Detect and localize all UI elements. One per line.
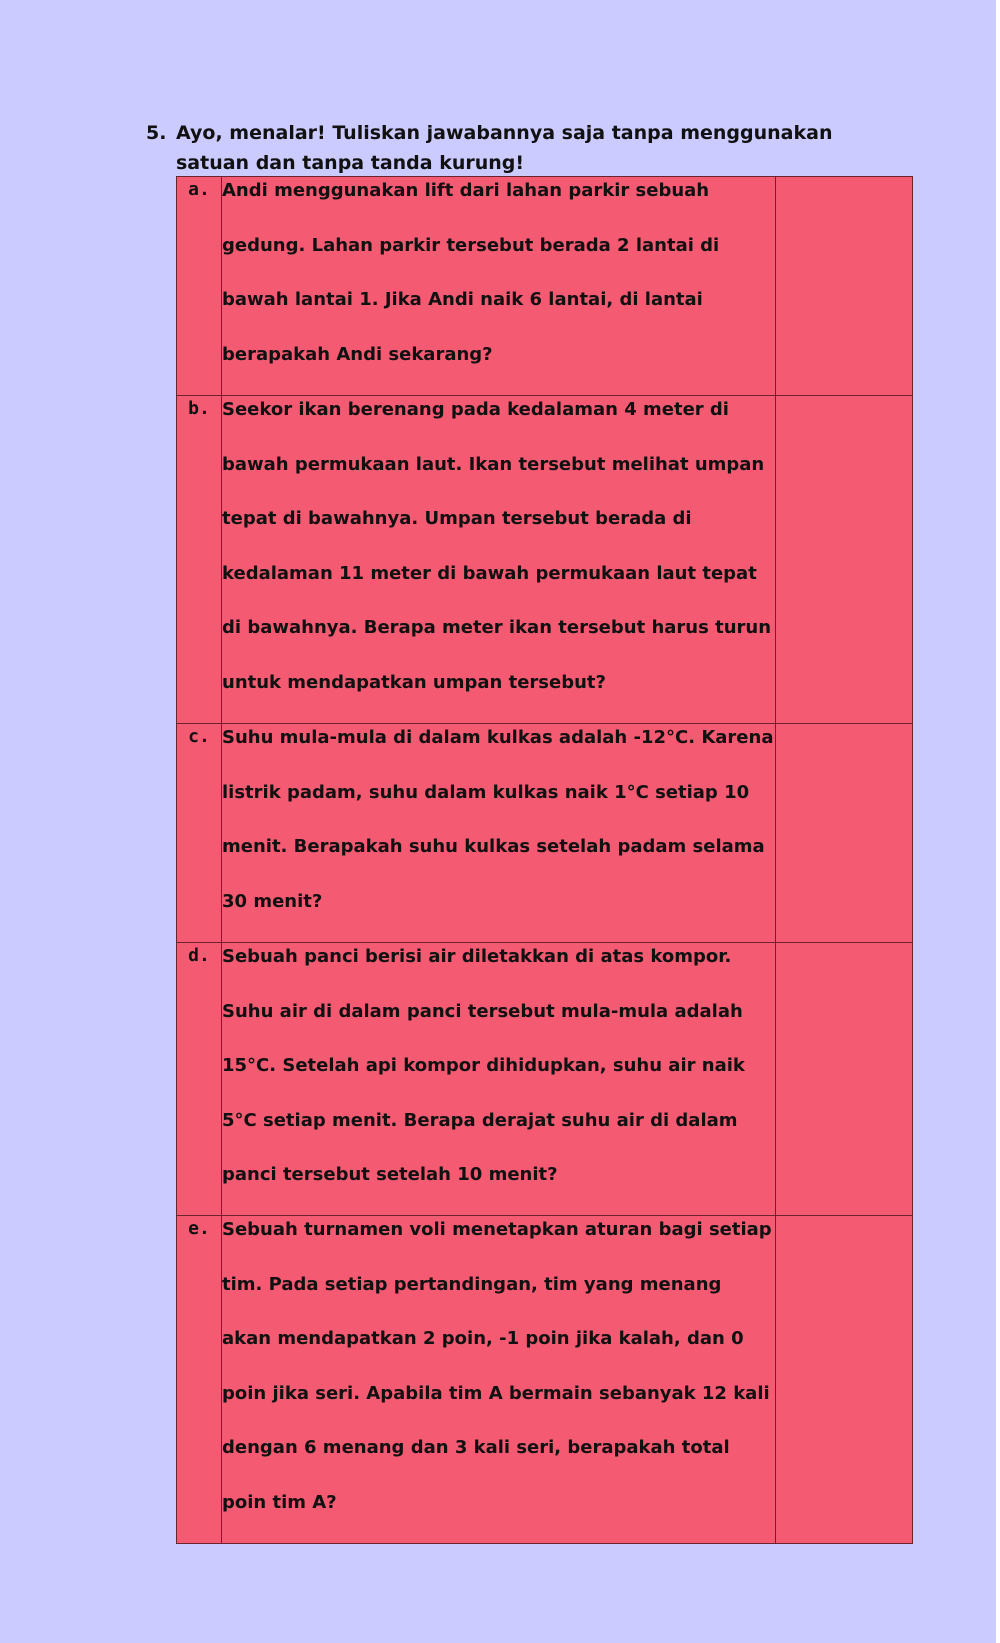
table-row — [177, 177, 913, 396]
table-row — [177, 1216, 913, 1544]
answer-cell — [776, 396, 913, 724]
problem-text-cell — [222, 943, 776, 1216]
table-row — [177, 943, 913, 1216]
answer-cell — [776, 724, 913, 943]
table-row — [177, 396, 913, 724]
row-label: c. — [177, 724, 222, 943]
problem-text-cell — [222, 396, 776, 724]
question-number: 5. — [146, 122, 167, 144]
answer-input-b[interactable] — [776, 396, 916, 725]
problem-text: Seekor ikan berenang pada kedalaman 4 meter di bawah permukaan laut. Ikan tersebut melihat umpan tepat di bawahnya. Umpan tersebut berada di kedalaman 11 meter di bawah permukaan laut tepat di bawahnya. Berapa meter ikan tersebut harus turun untuk mendapatkan umpan tersebut? — [222, 399, 772, 693]
problem-text: Suhu mula-mula di dalam kulkas adalah -12°C. Karena listrik padam, suhu dalam kulkas naik 1°C setiap 10 menit. Berapakah suhu kulkas setelah padam selama 30 menit? — [222, 727, 774, 912]
problem-text: Andi menggunakan lift dari lahan parkir sebuah gedung. Lahan parkir tersebut berada 2 lantai di bawah lantai 1. Jika Andi naik 6 lantai, di lantai berapakah Andi sekarang? — [222, 180, 720, 365]
row-label: b. — [177, 396, 222, 724]
row-label: a. — [177, 177, 222, 396]
answer-cell — [776, 943, 913, 1216]
problem-text: Sebuah panci berisi air diletakkan di atas kompor. Suhu air di dalam panci tersebut mula-mula adalah 15°C. Setelah api kompor dihidupkan, suhu air naik 5°C setiap menit. Berapa derajat suhu air di dalam panci tersebut setelah 10 menit? — [222, 946, 745, 1186]
problem-text-cell — [222, 177, 776, 396]
row-label: e. — [177, 1216, 222, 1544]
answer-table — [176, 176, 913, 1544]
answer-input-e[interactable] — [776, 1216, 916, 1545]
page-edge-strip — [996, 0, 1000, 1643]
problem-text-cell — [222, 724, 776, 943]
answer-input-d[interactable] — [776, 943, 916, 1217]
answer-cell — [776, 177, 913, 396]
problem-text: Sebuah turnamen voli menetapkan aturan bagi setiap tim. Pada setiap pertandingan, tim yang menang akan mendapatkan 2 poin, -1 poin jika kalah, dan 0 poin jika seri. Apabila tim A bermain sebanyak 12 kali dengan 6 menang dan 3 kali seri, berapakah total poin tim A? — [222, 1219, 772, 1513]
answer-cell — [776, 1216, 913, 1544]
row-label: d. — [177, 943, 222, 1216]
answer-input-c[interactable] — [776, 724, 916, 944]
table-row — [177, 724, 913, 943]
question-text: Ayo, menalar! Tuliskan jawabannya saja tanpa menggunakan satuan dan tanpa tanda kurung! — [176, 122, 833, 174]
problem-text-cell — [222, 1216, 776, 1544]
answer-input-a[interactable] — [776, 177, 916, 397]
